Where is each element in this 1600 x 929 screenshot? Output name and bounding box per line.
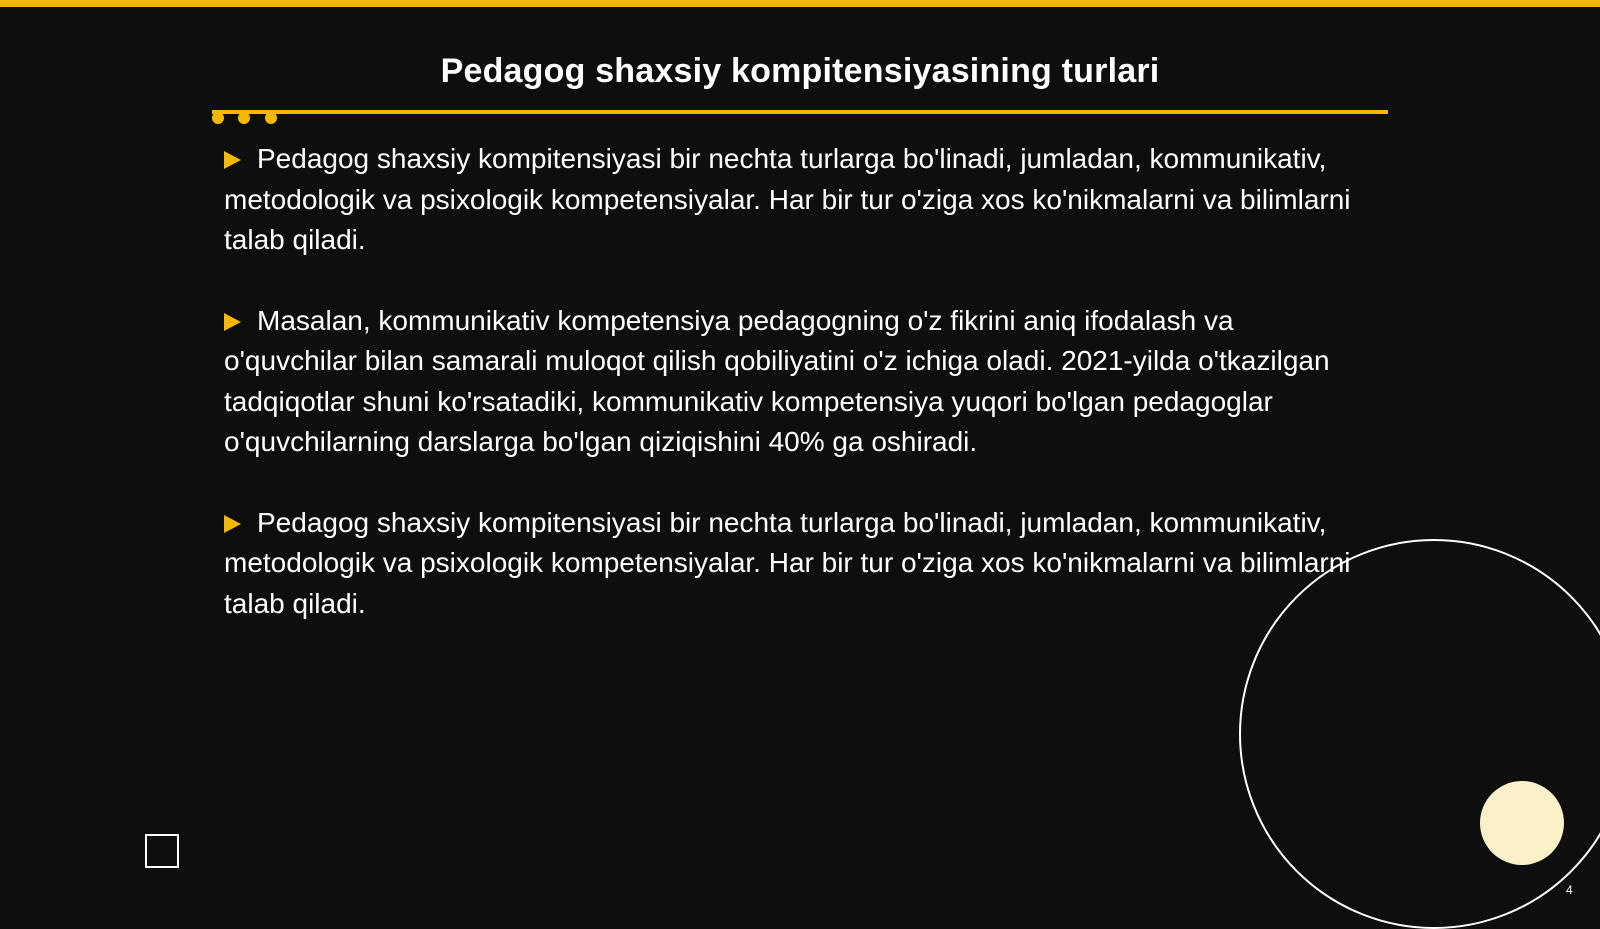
bullet-paragraph bbox=[224, 301, 1374, 463]
paragraph-text: Pedagog shaxsiy kompitensiyasi bir nechta turlarga bo'linadi, jumladan, kommunikativ, metodologik va psixologik kompetensiyalar. Har bir tur o'ziga xos ko'nikmalarni va bilimlarni talab qiladi. bbox=[224, 143, 1351, 255]
decorative-circle-outline bbox=[1239, 539, 1600, 929]
decorative-dot bbox=[212, 112, 224, 124]
decorative-dot bbox=[238, 112, 250, 124]
top-accent-bar bbox=[0, 0, 1600, 7]
decorative-square-outline bbox=[145, 834, 179, 868]
bullet-paragraph bbox=[224, 503, 1374, 625]
slide-body bbox=[224, 139, 1374, 664]
bullet-paragraph bbox=[224, 139, 1374, 261]
slide-title: Pedagog shaxsiy kompitensiyasining turlari bbox=[440, 52, 1160, 90]
triangle-right-icon bbox=[224, 515, 241, 533]
triangle-right-icon bbox=[224, 151, 241, 169]
page-number: 4 bbox=[1566, 883, 1573, 897]
decorative-dot bbox=[265, 112, 277, 124]
decorative-circle-filled bbox=[1480, 781, 1564, 865]
paragraph-text: Pedagog shaxsiy kompitensiyasi bir nechta turlarga bo'linadi, jumladan, kommunikativ, metodologik va psixologik kompetensiyalar. Har bir tur o'ziga xos ko'nikmalarni va bilimlarni talab qiladi. bbox=[224, 506, 1351, 619]
paragraph-text: Masalan, kommunikativ kompetensiya pedagogning o'z fikrini aniq ifodalash va o'quvchilar bilan samarali muloqot qilish qobiliyatini o'z ichiga oladi. 2021-yilda o'tkazilgan tadqiqotlar shuni ko'rsatadiki, kommunikativ kompetensiya yuqori bo'lgan pedagoglar o'quvchilarning darslarga bo'lgan qiziqishini 40% ga oshiradi. bbox=[224, 304, 1330, 457]
triangle-right-icon bbox=[224, 313, 241, 331]
title-underline bbox=[212, 110, 1388, 114]
